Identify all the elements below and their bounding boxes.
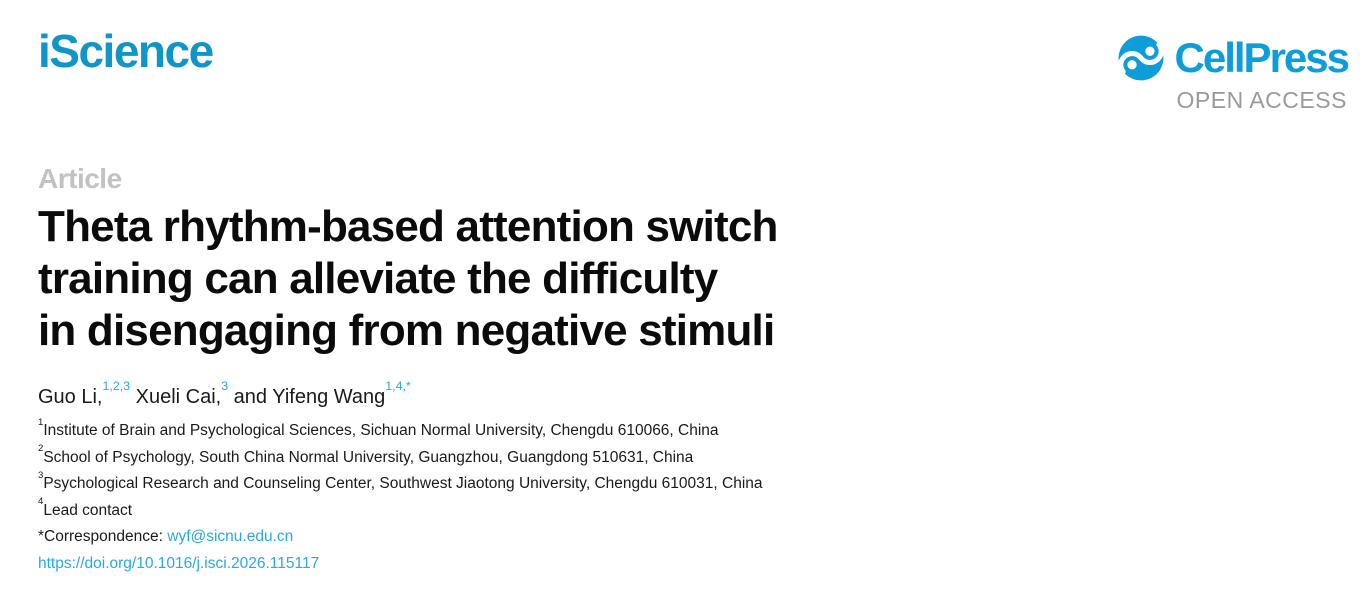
affiliation-3 — [38, 471, 1038, 498]
affiliations — [38, 418, 1038, 524]
correspondence-label: *Correspondence: — [38, 528, 168, 545]
author-name: Guo Li, — [38, 386, 103, 408]
affiliation-2 — [38, 445, 1038, 472]
article-type-label: Article — [38, 163, 122, 194]
article-header — [38, 163, 1038, 577]
affiliation-text: School of Psychology, South China Normal University, Guangzhou, Guangdong 510631, China — [43, 448, 694, 466]
cellpress-wordmark: CellPress — [1174, 34, 1348, 81]
affiliation-sup: 1 — [38, 416, 44, 428]
affiliation-sup: 4 — [38, 496, 44, 508]
author-name: and Yifeng Wang — [228, 386, 386, 408]
author-affil-sup: 1,2,3 — [102, 378, 131, 393]
affiliation-text: Lead contact — [43, 501, 133, 519]
affiliation-text: Psychological Research and Counseling Center, Southwest Jiaotong University, Chengdu 610031, China — [43, 475, 763, 492]
paper-title-line-2: training can alleviate the difficulty — [38, 254, 718, 303]
open-access-label: OPEN ACCESS — [1176, 87, 1347, 113]
affiliation-text: Institute of Brain and Psychological Sciences, Sichuan Normal University, Chengdu 610066, China — [43, 422, 719, 439]
doi-link[interactable]: https://doi.org/10.1016/j.isci.2026.115117 — [38, 554, 320, 572]
author-name: Xueli Cai, — [130, 386, 222, 408]
correspondence-line — [38, 524, 1038, 551]
affiliation-sup: 2 — [38, 443, 44, 455]
paper-title — [38, 201, 1038, 357]
author-line — [38, 378, 1038, 409]
affiliation-sup: 3 — [38, 469, 44, 481]
cellpress-swirl-icon — [1113, 30, 1169, 86]
affiliation-4 — [38, 498, 1038, 525]
cellpress-logo-block — [1113, 30, 1348, 114]
paper-title-line-3: in disengaging from negative stimuli — [38, 306, 775, 355]
affiliation-1 — [38, 418, 1038, 445]
author-affil-sup: 1,4,* — [385, 378, 411, 393]
iscience-journal-logo: iScience — [38, 25, 213, 77]
correspondence-email-link[interactable]: wyf@sicnu.edu.cn — [167, 528, 294, 545]
doi-line — [38, 551, 1038, 578]
paper-title-line-1: Theta rhythm-based attention switch — [38, 202, 778, 251]
author-affil-sup: 3 — [221, 378, 229, 393]
